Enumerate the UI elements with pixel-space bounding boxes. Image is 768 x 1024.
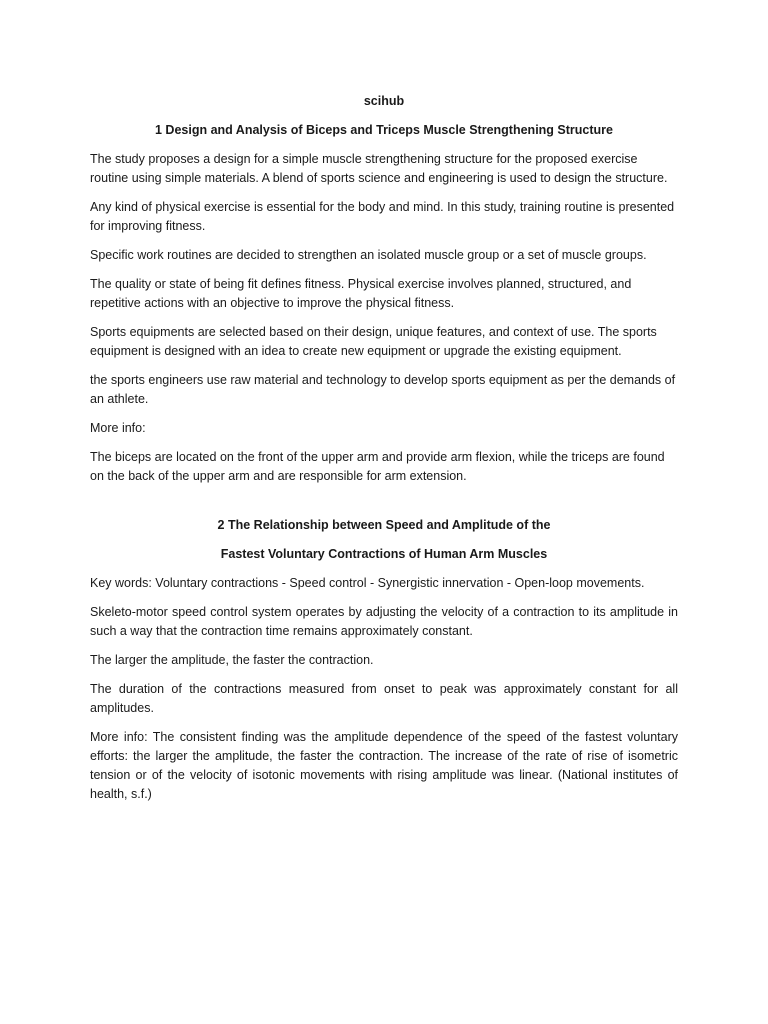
section1-paragraph: Sports equipments are selected based on their design, unique features, and context of use. The sports equipment is designed with an idea to create new equipment or upgrade the existing equipment.: [90, 325, 657, 358]
document-body: [90, 92, 678, 814]
section1-paragraph: Any kind of physical exercise is essential for the body and mind. In this study, training routine is presented for improving fitness.: [90, 200, 675, 233]
section2-paragraph: Skeleto-motor speed control system operates by adjusting the velocity of a contraction to its amplitude in such a way that the contraction time remains approximately constant.: [90, 605, 678, 638]
section1-paragraph: The study proposes a design for a simple muscle strengthening structure for the proposed exercise routine using simple materials. A blend of sports science and engineering is used to design the structure.: [90, 152, 668, 185]
section1-paragraph: Specific work routines are decided to strengthen an isolated muscle group or a set of muscle groups.: [90, 248, 647, 262]
section1-paragraph: The quality or state of being fit defines fitness. Physical exercise involves planned, structured, and repetitive actions with an objective to improve the physical fitness.: [90, 277, 632, 310]
section1-more-info-label: More info:: [90, 421, 146, 435]
section1-paragraph: The biceps are located on the front of the upper arm and provide arm flexion, while the triceps are found on the back of the upper arm and are responsible for arm extension.: [90, 450, 665, 483]
section2-title-line1: 2 The Relationship between Speed and Amplitude of the: [217, 518, 551, 532]
section1-paragraph: the sports engineers use raw material and technology to develop sports equipment as per the demands of an athlete.: [90, 373, 676, 406]
section2-paragraph: The larger the amplitude, the faster the contraction.: [90, 653, 374, 667]
section2-more-info: More info: The consistent finding was the amplitude dependence of the speed of the fastest voluntary efforts: the larger the amplitude, the faster the contraction. The increase of the rate of rise of isometric tension or of the velocity of isotonic movements with rising amplitude was linear. (National institutes of health, s.f.): [90, 730, 678, 801]
section-spacer: [90, 496, 678, 516]
document-top-title: scihub: [363, 94, 405, 108]
section2-title-line2: Fastest Voluntary Contractions of Human Arm Muscles: [220, 547, 548, 561]
section1-title: 1 Design and Analysis of Biceps and Triceps Muscle Strengthening Structure: [155, 123, 613, 137]
section2-keywords: Key words: Voluntary contractions - Speed control - Synergistic innervation - Open-loop movements.: [90, 576, 645, 590]
section2-paragraph: The duration of the contractions measured from onset to peak was approximately constant for all amplitudes.: [90, 682, 678, 715]
